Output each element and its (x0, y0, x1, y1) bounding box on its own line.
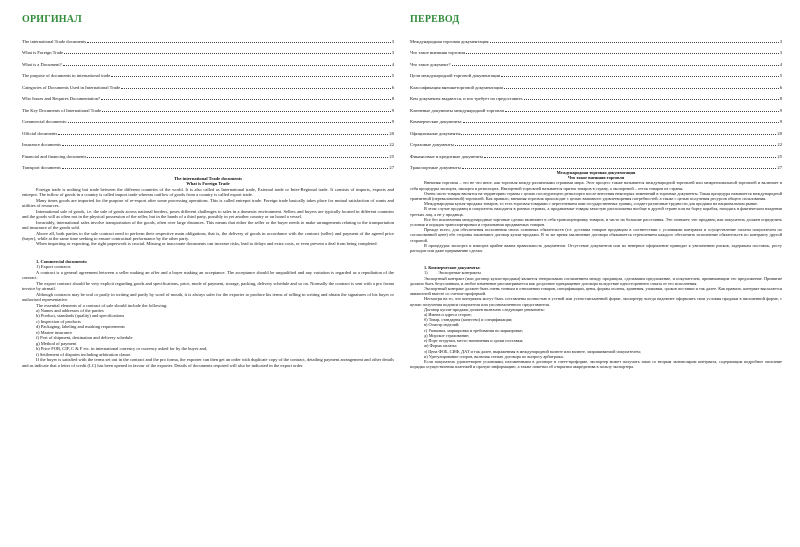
toc-entry[interactable]: Transport documents 27 (22, 165, 394, 170)
list-item: g) Method of payment (36, 340, 77, 346)
toc-entry[interactable]: Categories of Documents Used in International Trade 6 (22, 84, 394, 90)
toc-entry[interactable]: Ключевые документы международной торговли 9 (410, 107, 782, 113)
toc-entry[interactable]: Commercial documents: 9 (22, 119, 394, 124)
toc-entry[interactable]: What is a Document? 4 (22, 61, 394, 67)
paragraph: If the buyer is satisfied with the terms set out in the contract and the pro forma, the exporter can then get an order with duplicate copy of the contract, detailing payment arrangement and other details and as indicate that a letter of credit (LC) has been opened in favour of the exporter. Details of documents required will also be indicated in the export order. (22, 357, 394, 368)
paragraph: Экспортный контракт должен быть очень точным в отношении товаров, спецификации, цены, формы оплаты, хранения, упаковки, сроков поставки и так далее. Как правило, контракт высылается авиапочтой вместе со счетом-проформой. (410, 286, 782, 297)
list-item: a) Names and addresses of the parties (36, 307, 104, 313)
toc-entry[interactable]: Официальные документы 20 (410, 130, 782, 136)
paragraph: Foreign trade is nothing but trade between the different countries of the world. It is also called as International trade, External trade or Inter-Regional trade. It consists of imports, exports and entrepot. The inflow of goods in a country is called import trade whereas outflow of goods from a country is called export trade. (22, 186, 394, 198)
list-item: в) Осмотр изделий; (424, 322, 460, 328)
paragraph: The essential elements of a contract of sale should include the following: (36, 302, 168, 308)
section-title: 1. Commercial documents: (36, 258, 88, 264)
section-title: 1. Коммерческие документы: (424, 265, 481, 271)
section-subtitle: 1) Экспортные контракты (424, 270, 481, 276)
list-item: f) Port of shipment, destination and delivery schedule (36, 335, 133, 341)
toc-entry[interactable]: The international Trade documents 3 (22, 38, 394, 44)
original-doc-subtitle: What is Foreign Trade (186, 181, 230, 187)
list-item: е) Порт отгрузки, место назначения и сроки поставки; (424, 338, 524, 344)
original-doc-title: The international Trade documents (174, 176, 242, 181)
toc-entry[interactable]: What is Foreign Trade 3 (22, 50, 394, 55)
toc-entry[interactable]: Что такое документ? 4 (410, 61, 782, 67)
paragraph: Очень часто товары ввозятся на территорию страны с целью последующего реэкспорта после внесения некоторых изменений в торговые документы. Такая процедура называется международной транзитной (переваловочной) торговлей. Как правило, внешняя торговля происходит с целью взаимного удовлетворения потребностей, а также с целью получения ресурсов общего пользования. (410, 190, 782, 202)
list-item: г) Упаковка, маркировка и требования по маркировке; (424, 327, 524, 333)
translation-table-of-contents (410, 32, 782, 170)
paragraph: Внешняя торговля – это не что иное, как торговля между различными странами мира. Этот процесс также называется международной торговлей или межрегиональной торговлей и включает в себя процедуры экспорта, импорта и реэкспорта. Импортной торговлей называется приток товаров в страну, а экспортной – отток товаров из страны. (410, 180, 782, 191)
translation-column (410, 0, 782, 547)
paragraph: Above all, both parties to the sale contract need to perform their respective main obligations, that is, the delivery of goods in accordance with the contract (seller) and payment of the agreed price (buyer), while at the same time seeking to ensure contractual performance by the other party. (22, 230, 394, 241)
paragraph: International sale of goods, i.e. the sale of goods across national borders, poses different challenges to sales in a domestic environment. Sellers and buyers are typically located in different countries and the goods will as often not in the physical possession of the seller, but in the hands of a third party, possibly in yet another country or on board a vessel. (22, 208, 394, 220)
toc-entry[interactable]: Международная торговая документация 3 (410, 38, 782, 44)
list-item: h) Price FOB, CIF, C & F etc. in international currency or currency asked for by the buyer and, (36, 346, 208, 352)
paragraph: Прежде всего, для обеспечения исполнения своих основных обязательств (т.е. доставка товаров продавцом в соответствии с условиями контракта и осуществление оплаты покупателем по согласованной цене) обе стороны заключают договор купли-продажи. В то же время заключение договора обязывается стремлением каждого обеспечить исполнение обязательств по контракту другой стороной. (410, 227, 782, 243)
paragraph: Если покупатель удовлетворен условиями, изложенными в договоре и счете-проформе, экспортер может получить заказ со вторым экземпляром контракта, содержащим подробное описание порядка осуществления платежей и прочую информацию, а также пометки об открытии аккредитива в пользу экспортера. (410, 358, 782, 370)
toc-entry[interactable]: Коммерческие документы: 9 (410, 119, 782, 124)
paragraph: Invariably, international sales involve transportation of the goods, often over large distances. This means that either the seller or the buyer needs to make arrangements relating to the transportation and insurance of the goods sold. (22, 219, 394, 231)
list-item: а) Имена и адреса сторон; (424, 312, 472, 318)
list-item: д) Морское страхование; (424, 332, 470, 338)
toc-entry[interactable]: Who Issues and Requires Documentation? 8 (22, 96, 394, 101)
toc-entry[interactable]: The Key Documents of International Trade 9 (22, 107, 394, 113)
paragraph: Договор купли-продажи должен включать следующие реквизиты: (424, 306, 545, 312)
paragraph: The export contract should be very explicit regarding goods and specifications, price, mode of payment, storage, packing, delivery schedule and so on. Normally the contract is sent with a pro forma invoice by airmail. (22, 280, 394, 292)
paragraph: В этом случае продавец и покупатель находятся в разных странах, а продаваемые товары зачастую расположены вообще в другой стране или на борту корабля, находясь в фактическом владении третьих лиц, а не у продавца. (410, 206, 782, 217)
original-body-text (22, 176, 394, 368)
toc-entry[interactable]: Финансовые и кредитные документы 25 (410, 153, 782, 159)
paragraph: When importing or exporting, the right paperwork is crucial. Missing or inaccurate documents can increase risks, lead to delays and extra costs, or even prevent a deal from being completed. (36, 241, 378, 247)
list-item: з) Цена ФОБ, СИФ, ДАТ и так далее, выраженная в международной валюте или валюте, запрашиваемой покупателем; (424, 348, 641, 354)
paragraph: Несмотря на то, что контракты могут быть составлены полностью в устной или устно-письменной форме, экспортеру всегда надежнее оформлять свои условия продажи в письменной форме, с целью получения подписи покупателя или уполномоченного представителя. (410, 296, 782, 307)
paragraph: A contract is a general agreement between a seller making an offer and a buyer making an acceptance. The acceptance should be unqualified and any variation is regarded as a repudiation of the contract. (22, 269, 394, 281)
toc-entry[interactable]: Financial and financing documents 25 (22, 153, 394, 159)
list-item: c) Inspection of products (36, 318, 81, 324)
toc-entry[interactable]: Транспортные документы 27 (410, 165, 782, 170)
list-item: б) Товар, стандарты (качество) и спецификации; (424, 317, 513, 323)
list-item: d) Packaging, labeling and marking requirements (36, 324, 125, 330)
list-item: b) Product, standards (quality) and specifications (36, 313, 125, 319)
toc-entry[interactable]: The purpose of documents in international trade 5 (22, 73, 394, 78)
translation-heading: ПЕРЕВОД (410, 14, 460, 25)
translation-body-text (410, 170, 782, 369)
original-column (22, 0, 394, 547)
original-table-of-contents (22, 32, 394, 170)
list-item: i) Settlement of disputes including arbitration clause. (36, 351, 132, 357)
original-heading: ОРИГИНАЛ (22, 14, 82, 25)
list-item: e) Marine insurance (36, 329, 72, 335)
toc-entry[interactable]: Страховые документы 22 (410, 142, 782, 147)
paragraph: Экспортный контракт (или договор купли-продажи) является генеральным соглашением между продавцом, сделавшим предложение, и покупателем, принимающим это предложение. Принятие должно быть безусловным, и любое изменение рассматривается как досрочное прекращение договора вследствие одностороннего отказа от его исполнения. (410, 275, 782, 286)
toc-entry[interactable]: Цели международной торговой документации 5 (410, 73, 782, 78)
section-subtitle: 1) Export contracts (36, 264, 71, 270)
paragraph: В процедурах экспорта и импорта крайне важна правильность документов. Отсутствие документов или их неверное оформление приводят к увеличению рисков, задержкам поставок, росту расходов или даже прерыванию сделки. (410, 242, 782, 254)
list-item: и) Урегулирование споров, включая статью договора по вопросу арбитража. (424, 353, 564, 359)
toc-entry[interactable]: Official documents 20 (22, 130, 394, 136)
list-item: ж) Форма оплаты; (424, 343, 458, 349)
translation-doc-subtitle: Что такое внешняя торговля (567, 175, 625, 181)
paragraph: Международная купля-продажа товаров, то есть торговля товарами с пересечением ими государственных границ, создает различные трудности для продажи на национальном рынке. (424, 201, 758, 207)
toc-entry[interactable]: Insurance documents 22 (22, 142, 394, 147)
translation-doc-title: Международная торговая документация (556, 170, 636, 175)
toc-entry[interactable]: Классификация внешнеторговой документации 6 (410, 84, 782, 90)
toc-entry[interactable]: Что такое внешняя торговля 3 (410, 50, 782, 55)
toc-entry[interactable]: Кем документы выдаются, и кто требует их предоставить 8 (410, 96, 782, 101)
paragraph: Many times goods are imported for the purpose of re-export after some processing operations. This is called entrepot trade. Foreign trade basically takes place for mutual satisfaction of wants and utilities of resources. (22, 197, 394, 209)
paragraph: Все без исключения международные торговые сделки включают в себя транспортировку товаров, и часто на большие расстояния. Это означает, что продавец или покупатель должен определить условия и порядок транспортировки и страхования продаваемых товаров. (410, 216, 782, 228)
paragraph: Although contracts may be oral or partly in writing and partly by word of mouth, it is always safer for the exporter to produce his terms of selling in writing and obtain the signatures of his buyer or authorised representative. (22, 291, 394, 303)
